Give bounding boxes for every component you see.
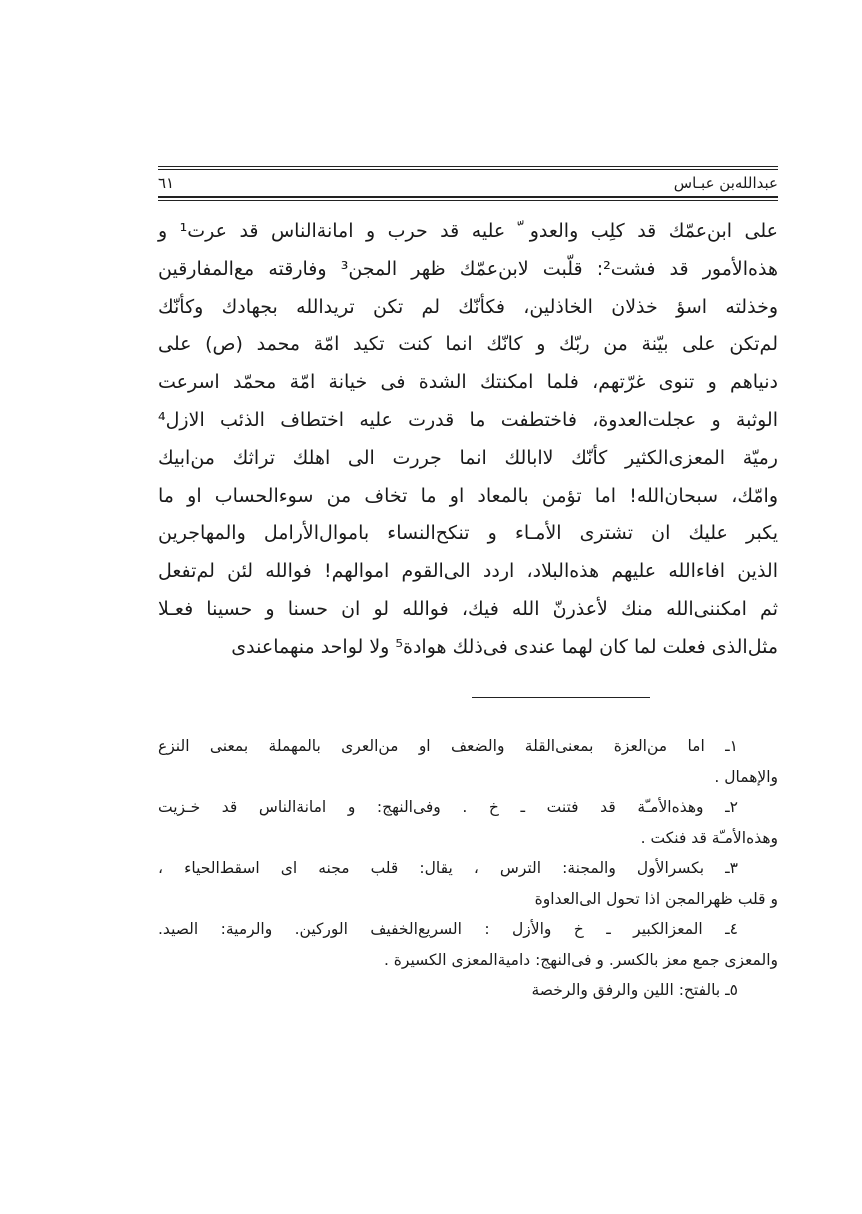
header-bottom-rule <box>158 196 778 198</box>
footnote-2-line: ٢ـ وهذه‌الأمـّة قد فتنت ـ خ . وفى‌النهج: و امانةالناس قد خـزيت <box>158 798 738 816</box>
footnote-4-line: ٤ـ المعزالكبير ـ خ والأزل : السريع‌الخفيف الوركين. والرمية: الصيد. <box>158 920 738 938</box>
header-top-rule <box>158 166 778 167</box>
running-title: عبدالله‌بن عبـاس <box>673 174 778 192</box>
footnote-2-line: وهذه‌الأمـّة قد فنكت . <box>640 828 778 847</box>
body-line: هذه‌الأمور قد فشت²: قلّبت لابن‌عمّك ظهر المجن³ وفارقته مع‌المفارقين <box>158 257 778 280</box>
footnote-1-line: ١ـ اما من‌العزة بمعنى‌القلة والضعف او من‌العرى بالمهملة بمعنى النزع <box>158 737 738 755</box>
body-line: ثم امكننى‌الله منك لأعذرنّ الله فيك، فوالله لو ان حسنا و حسينا فعـلا <box>158 598 778 620</box>
footnote-separator <box>472 697 650 698</box>
footnote-1-line: والإهمال . <box>714 767 778 786</box>
header-bottom-rule-2 <box>158 200 778 201</box>
body-line: رميّة المعزى‌الكثير كأنّك لاابالك انما جررت الى اهلك تراثك من‌ابيك <box>158 446 778 469</box>
header-top-rule-2 <box>158 169 778 170</box>
body-line: وامّك، سبحان‌الله! اما تؤمن بالمعاد او ما تخاف من سوءالحساب او ما <box>158 484 778 507</box>
page-number: ٦١ <box>158 174 175 192</box>
body-line: وخذلته اسؤ خذلان الخاذلين، فكأنّك لم تكن تريدالله بجهادك وكأنّك <box>158 295 778 318</box>
body-line: على ابن‌عمّك قد كلِب والعدو ّ عليه قد حرب و امانةالناس قد عرت¹ و <box>158 220 779 242</box>
body-line: الوثبة و عجلت‌العدوة، فاختطفت ما قدرت عليه اختطاف الذئب الازل⁴ <box>158 409 778 431</box>
footnote-5-line: ٥ـ بالفتح: اللين والرفق والرخصة <box>531 981 738 999</box>
footnote-3-line: و قلب ظهرالمجن اذا تحول الى‌العداوة <box>534 889 778 908</box>
body-line: مثل‌الذى فعلت لما كان لهما عندى فى‌ذلك هوادة⁵ ولا لواحد منهماعندى <box>231 635 778 658</box>
body-line: لم‌تكن على بيّنة من ربّك و كانّك انما كنت تكيد امّة محمد (ص) على <box>158 333 778 356</box>
body-line: الذين افاءالله عليهم هذه‌البلاد، اردد الى‌القوم اموالهم! فوالله لئن لم‌تفعل <box>158 560 778 583</box>
body-line: دنياهم و تنوى غرّتهم، فلما امكنتك الشدة فى خيانة امّة محمّد اسرعت <box>158 371 778 394</box>
footnote-3-line: ٣ـ بكسرالأول والمجنة: الترس ، يقال: قلب مجنه اى اسقط‌الحياء ، <box>158 859 738 877</box>
footnote-4-line: والمعزى جمع معز بالكسر. و فى‌النهج: دامية‌المعزى الكسيرة . <box>383 950 778 969</box>
body-line: يكبر عليك ان تشترى الأمـاء و تنكح‌النساء باموال‌الأرامل والمهاجرين <box>158 522 778 545</box>
